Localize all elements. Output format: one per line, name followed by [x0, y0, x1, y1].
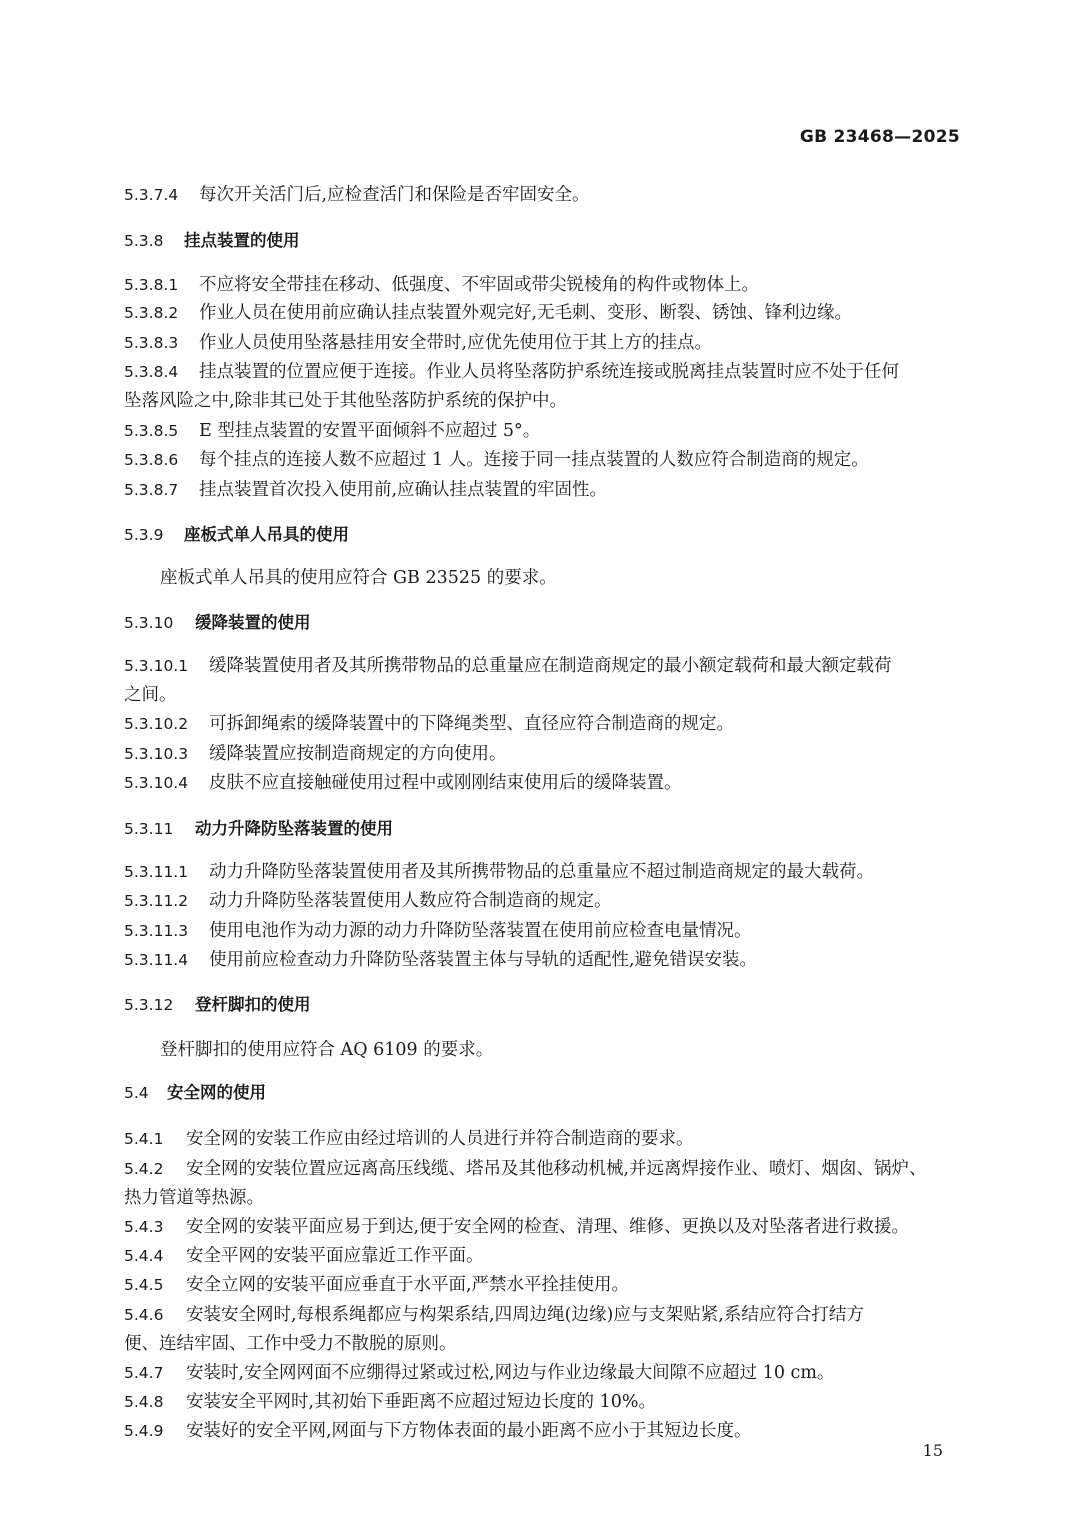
clause-5-4-3: 5.4.3 安全网的安装平面应易于到达,便于安全网的检查、清理、维修、更换以及对坠落者进行救援。 [124, 1217, 910, 1237]
paragraph-5-3-9: 座板式单人吊具的使用应符合 GB 23525 的要求。 [160, 568, 557, 588]
section-heading-5-3-10: 5.3.10 缓降装置的使用 [124, 613, 311, 632]
clause-5-4-9: 5.4.9 安装好的安全平网,网面与下方物体表面的最小距离不应小于其短边长度。 [124, 1421, 752, 1441]
clause-5-3-8-4: 5.3.8.4 挂点装置的位置应便于连接。作业人员将坠落防护系统连接或脱离挂点装置时应不处于任何 [124, 362, 899, 382]
clause-5-3-8-6: 5.3.8.6 每个挂点的连接人数不应超过 1 人。连接于同一挂点装置的人数应符合制造商的规定。 [124, 450, 869, 470]
section-heading-5-3-8: 5.3.8 挂点装置的使用 [124, 231, 300, 250]
clause-5-3-10-3: 5.3.10.3 缓降装置应按制造商规定的方向使用。 [124, 744, 507, 764]
clause-5-3-10-4: 5.3.10.4 皮肤不应直接触碰使用过程中或刚刚结束使用后的缓降装置。 [124, 773, 682, 793]
clause-5-4-6-continued: 便、连结牢固、工作中受力不散脱的原则。 [124, 1334, 457, 1354]
section-heading-5-3-9: 5.3.9 座板式单人吊具的使用 [124, 525, 349, 544]
clause-5-3-11-1: 5.3.11.1 动力升降防坠落装置使用者及其所携带物品的总重量应不超过制造商规定的最大载荷。 [124, 862, 874, 882]
clause-5-3-10-1-continued: 之间。 [124, 685, 177, 705]
clause-5-4-1: 5.4.1 安全网的安装工作应由经过培训的人员进行并符合制造商的要求。 [124, 1129, 694, 1149]
paragraph-5-3-12: 登杆脚扣的使用应符合 AQ 6109 的要求。 [160, 1040, 494, 1060]
clause-5-3-8-5: 5.3.8.5 E 型挂点装置的安置平面倾斜不应超过 5°。 [124, 421, 541, 441]
clause-5-4-8: 5.4.8 安装安全平网时,其初始下垂距离不应超过短边长度的 10%。 [124, 1392, 657, 1412]
clause-5-4-6: 5.4.6 安装安全网时,每根系绳都应与构架系结,四周边绳(边缘)应与支架贴紧,系结应符合打结方 [124, 1305, 864, 1325]
document-code: GB 23468—2025 [799, 127, 960, 147]
clause-5-3-10-2: 5.3.10.2 可拆卸绳索的缓降装置中的下降绳类型、直径应符合制造商的规定。 [124, 714, 734, 734]
clause-5-4-5: 5.4.5 安全立网的安装平面应垂直于水平面,严禁水平拴挂使用。 [124, 1275, 630, 1295]
clause-5-3-11-2: 5.3.11.2 动力升降防坠落装置使用人数应符合制造商的规定。 [124, 891, 612, 911]
clause-5-3-8-3: 5.3.8.3 作业人员使用坠落悬挂用安全带时,应优先使用位于其上方的挂点。 [124, 333, 713, 353]
clause-5-3-11-3: 5.3.11.3 使用电池作为动力源的动力升降防坠落装置在使用前应检查电量情况。 [124, 921, 752, 941]
clause-5-4-7: 5.4.7 安装时,安全网网面不应绷得过紧或过松,网边与作业边缘最大间隙不应超过 10 cm。 [124, 1363, 835, 1383]
section-heading-5-4: 5.4 安全网的使用 [124, 1083, 266, 1102]
page-number: 15 [922, 1441, 943, 1460]
clause-5-4-4: 5.4.4 安全平网的安装平面应靠近工作平面。 [124, 1246, 484, 1266]
clause-5-3-11-4: 5.3.11.4 使用前应检查动力升降防坠落装置主体与导轨的适配性,避免错误安装。 [124, 950, 758, 970]
clause-5-3-10-1: 5.3.10.1 缓降装置使用者及其所携带物品的总重量应在制造商规定的最小额定载荷和最大额定载荷 [124, 656, 892, 676]
clause-5-3-7-4: 5.3.7.4 每次开关活门后,应检查活门和保险是否牢固安全。 [124, 185, 590, 205]
clause-5-4-2: 5.4.2 安全网的安装位置应远离高压线缆、塔吊及其他移动机械,并远离焊接作业、喷灯、烟囱、锅炉、 [124, 1159, 927, 1179]
clause-5-3-8-7: 5.3.8.7 挂点装置首次投入使用前,应确认挂点装置的牢固性。 [124, 480, 608, 500]
section-heading-5-3-12: 5.3.12 登杆脚扣的使用 [124, 995, 311, 1014]
clause-5-3-8-4-continued: 坠落风险之中,除非其已处于其他坠落防护系统的保护中。 [124, 391, 568, 411]
section-heading-5-3-11: 5.3.11 动力升降防坠落装置的使用 [124, 819, 393, 838]
clause-5-3-8-1: 5.3.8.1 不应将安全带挂在移动、低强度、不牢固或带尖锐棱角的构件或物体上。 [124, 275, 759, 295]
clause-5-3-8-2: 5.3.8.2 作业人员在使用前应确认挂点装置外观完好,无毛刺、变形、断裂、锈蚀、锋利边缘。 [124, 303, 853, 323]
clause-5-4-2-continued: 热力管道等热源。 [124, 1188, 264, 1208]
